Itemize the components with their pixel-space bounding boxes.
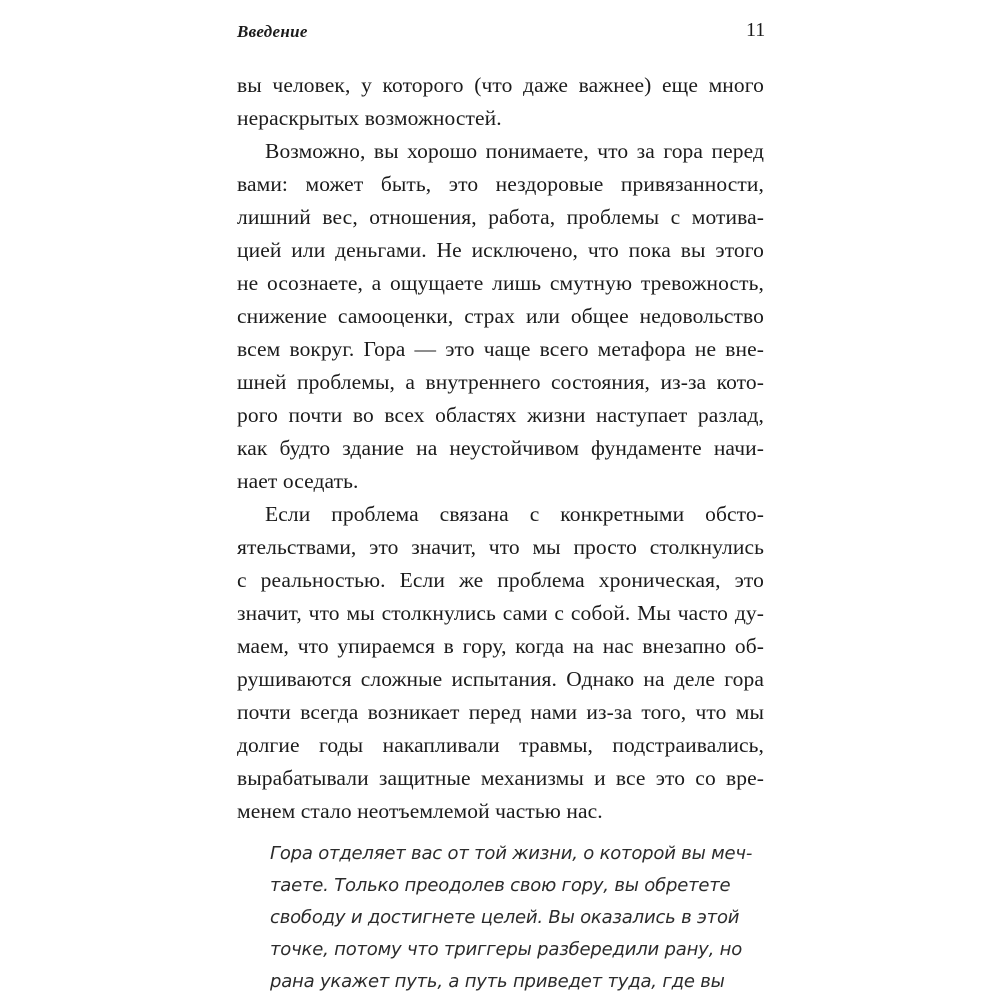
pull-quote-line: свободу и достигнете целей. Вы оказались в этой bbox=[270, 907, 740, 928]
text-line: рушиваются сложные испытания. Однако на деле гора bbox=[237, 667, 764, 691]
page-number: 11 bbox=[746, 19, 766, 41]
text-line: Возможно, вы хорошо понимаете, что за гора перед bbox=[265, 139, 764, 163]
text-line: ятельствами, это значит, что мы просто столкнулись bbox=[237, 535, 764, 559]
text-line: вы человек, у которого (что даже важнее) еще много bbox=[237, 73, 764, 97]
text-line: снижение самооценки, страх или общее недовольство bbox=[237, 304, 764, 328]
text-line: цией или деньгами. Не исключено, что пока вы этого bbox=[237, 238, 764, 262]
text-line: нераскрытых возможностей. bbox=[237, 106, 502, 130]
pull-quote-line: Гора отделяет вас от той жизни, о которой вы меч- bbox=[270, 843, 753, 864]
text-line: менем стало неотъемлемой частью нас. bbox=[237, 799, 603, 823]
text-line: шней проблемы, а внутреннего состояния, из-за кото- bbox=[237, 370, 764, 394]
text-line: рого почти во всех областях жизни наступает разлад, bbox=[237, 403, 764, 427]
text-line: Если проблема связана с конкретными обсто- bbox=[265, 502, 764, 526]
text-line: нает оседать. bbox=[237, 469, 359, 493]
text-line: как будто здание на неустойчивом фундаменте начи- bbox=[237, 436, 764, 460]
text-line: значит, что мы столкнулись сами с собой. Мы часто ду- bbox=[237, 601, 764, 625]
text-line: вырабатывали защитные механизмы и все это со вре- bbox=[237, 766, 764, 790]
text-line: всем вокруг. Гора — это чаще всего метафора не вне- bbox=[237, 337, 764, 361]
text-line: с реальностью. Если же проблема хроническая, это bbox=[237, 568, 764, 592]
text-line: не осознаете, а ощущаете лишь смутную тревожность, bbox=[237, 271, 764, 295]
text-line: почти всегда возникает перед нами из-за того, что мы bbox=[237, 700, 764, 724]
text-line: лишний вес, отношения, работа, проблемы с мотива- bbox=[237, 205, 764, 229]
text-line: долгие годы накапливали травмы, подстраивались, bbox=[237, 733, 764, 757]
pull-quote-line: таете. Только преодолев свою гору, вы обретете bbox=[270, 875, 731, 896]
running-head: Введение bbox=[237, 22, 308, 41]
text-line: вами: может быть, это нездоровые привязанности, bbox=[237, 172, 764, 196]
text-line: маем, что упираемся в гору, когда на нас внезапно об- bbox=[237, 634, 764, 658]
pull-quote-line: точке, потому что триггеры разбередили рану, но bbox=[270, 939, 743, 960]
pull-quote-line: рана укажет путь, а путь приведет туда, где вы bbox=[270, 971, 725, 992]
